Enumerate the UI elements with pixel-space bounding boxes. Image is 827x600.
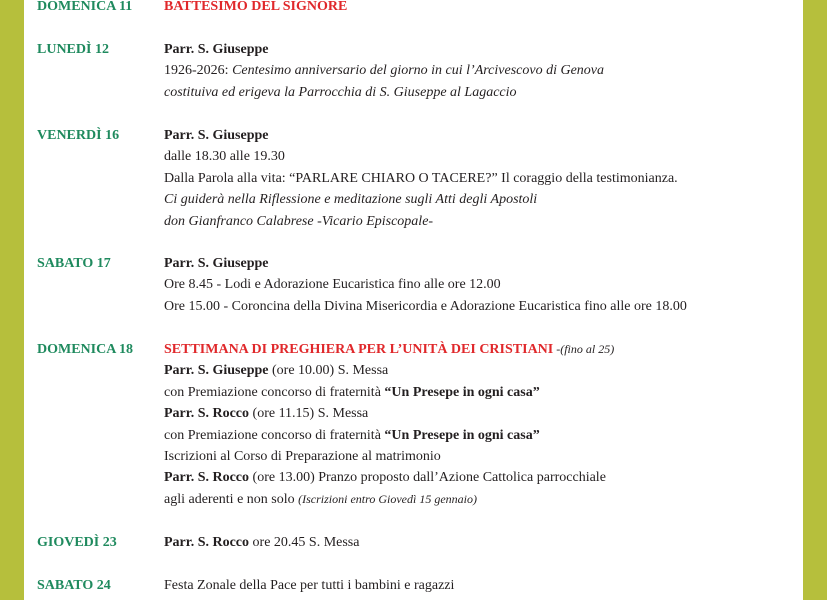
entry-day: DOMENICA 11: [37, 0, 133, 14]
event-line: costituiva ed erigeva la Parrocchia di S. Giuseppe al Lagaccio: [164, 84, 517, 100]
event-time: dalle 18.30 alle 19.30: [164, 149, 285, 165]
parish-name: Parr. S. Rocco: [164, 535, 250, 550]
parish-name: Parr. S. Rocco: [164, 406, 250, 422]
entry-day: VENERDÌ 16: [37, 128, 120, 143]
event-detail: con Premiazione concorso di fraternità: [164, 427, 385, 443]
parish-name: Parr. S. Giuseppe: [164, 256, 269, 271]
entry-body: [164, 575, 794, 596]
entry-day: LUNEDÌ 12: [37, 42, 109, 57]
entry-body: [164, 253, 794, 317]
entry-body: [164, 339, 794, 510]
event-line: [164, 60, 794, 81]
event-detail: con Premiazione concorso di fraternità: [164, 384, 385, 400]
contest-name: “Un Presepe in ogni casa”: [384, 427, 540, 443]
anniversary-text: Centesimo anniversario del giorno in cui l’Arcivescovo di Genova: [232, 63, 605, 79]
event-highlight: SETTIMANA DI PREGHIERA PER L’UNITÀ DEI CRISTIANI: [164, 342, 554, 357]
event-line: [164, 403, 794, 424]
event-line: Iscrizioni al Corso di Preparazione al matrimonio: [164, 449, 441, 465]
event-line: [164, 382, 794, 403]
event-line: [164, 425, 794, 446]
event-line: Festa Zonale della Pace per tutti i bambini e ragazzi: [164, 578, 455, 593]
event-detail: ore 20.45 S. Messa: [249, 535, 360, 550]
event-line: [164, 467, 794, 488]
event-detail: agli aderenti e non solo: [164, 491, 299, 507]
registration-note: (Iscrizioni entro Giovedì 15 gennaio): [298, 491, 477, 506]
event-highlight-note: -(fino al 25): [553, 342, 615, 356]
entry-day: GIOVEDÌ 23: [37, 535, 117, 550]
parish-name: Parr. S. Giuseppe: [164, 42, 269, 57]
event-line: Ore 15.00 - Coroncina della Divina Misericordia e Adorazione Eucaristica fino alle ore 18.00: [164, 298, 687, 314]
event-line: [164, 532, 794, 553]
calendar-page: [24, 0, 803, 600]
event-line: [164, 360, 794, 381]
entry-day: DOMENICA 18: [37, 342, 134, 357]
event-detail: (ore 10.00) S. Messa: [268, 363, 389, 379]
event-highlight-line: [164, 339, 794, 360]
event-detail: (ore 11.15) S. Messa: [249, 406, 369, 422]
event-line: Ci guiderà nella Riflessione e meditazione sugli Atti degli Apostoli: [164, 192, 538, 208]
parish-name: Parr. S. Giuseppe: [164, 363, 269, 379]
entry-day: SABATO 24: [37, 578, 111, 593]
event-line: Dalla Parola alla vita: “PARLARE CHIARO O TACERE?” Il coraggio della testimonianza.: [164, 170, 678, 186]
entry-body: [164, 0, 794, 17]
parish-name: Parr. S. Rocco: [164, 470, 250, 486]
anniversary-years: 1926-2026:: [164, 63, 233, 79]
contest-name: “Un Presepe in ogni casa”: [384, 384, 540, 400]
entry-body: [164, 39, 794, 103]
event-line: Ore 8.45 - Lodi e Adorazione Eucaristica fino alle ore 12.00: [164, 277, 501, 293]
event-line: [164, 489, 794, 510]
entry-body: [164, 125, 794, 232]
event-detail: (ore 13.00) Pranzo proposto dall’Azione Cattolica parrocchiale: [249, 470, 606, 486]
event-highlight: BATTESIMO DEL SIGNORE: [164, 0, 348, 14]
entry-body: [164, 532, 794, 553]
entry-day: SABATO 17: [37, 256, 111, 271]
event-speaker: don Gianfranco Calabrese -Vicario Episcopale-: [164, 213, 434, 229]
parish-name: Parr. S. Giuseppe: [164, 128, 269, 143]
